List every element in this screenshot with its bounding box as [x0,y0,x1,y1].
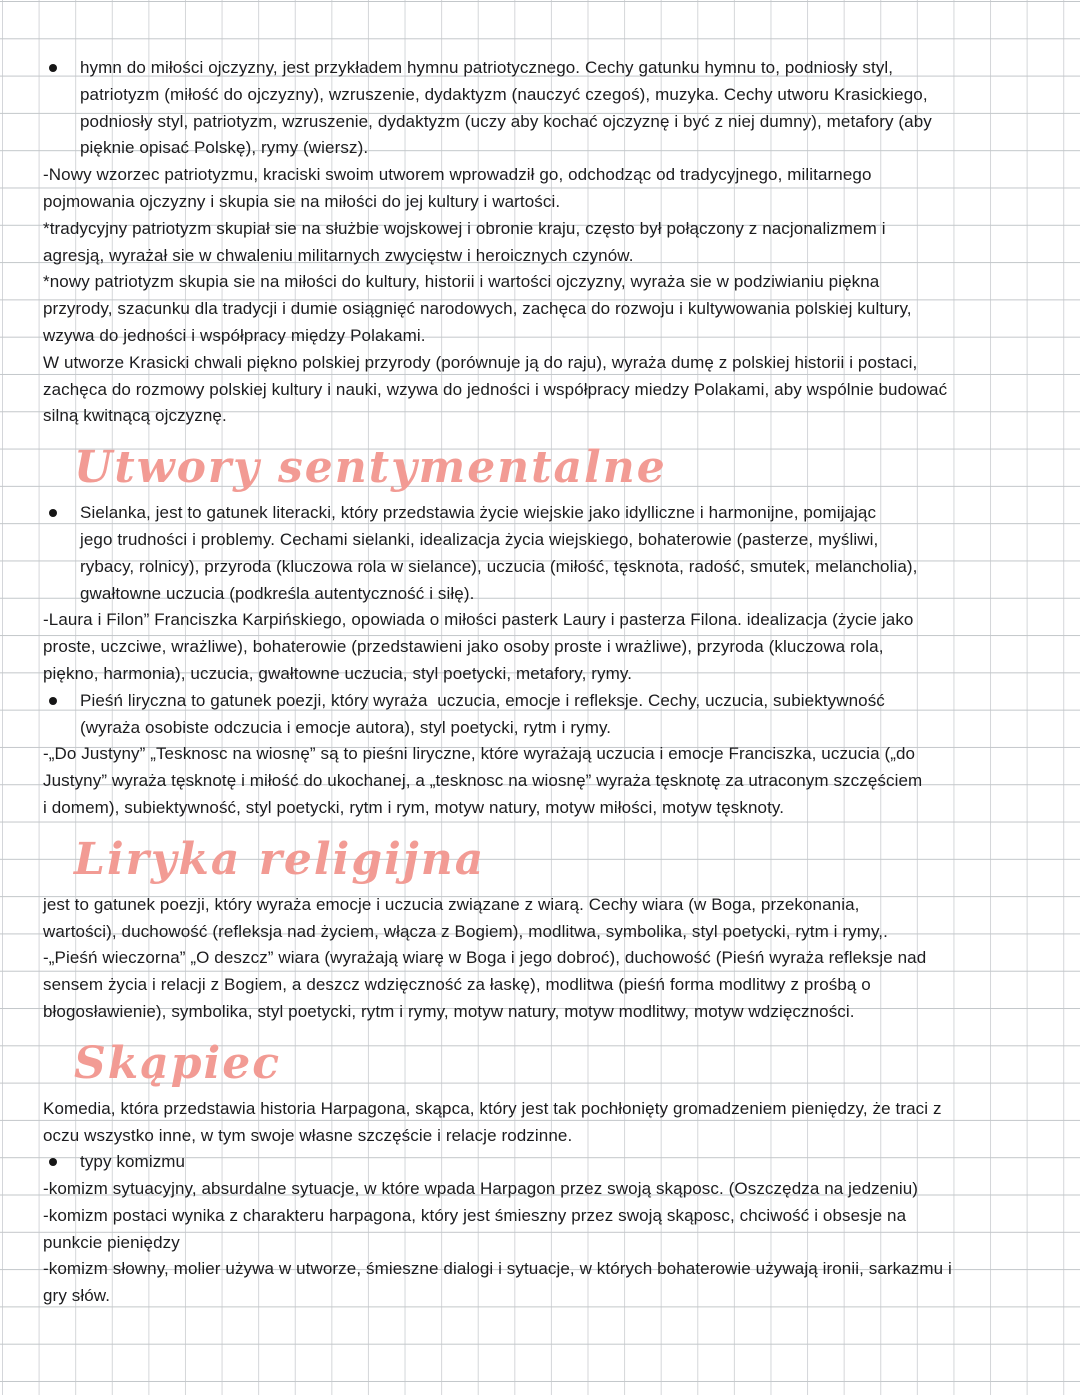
note-line: agresją, wyrażał sie w chwaleniu militarnych zwycięstw i heroicznych czynów. [43,245,634,265]
note-line: -komizm sytuacyjny, absurdalne sytuacje, w które wpada Harpagon przez swoją skąposc. (Oszczędza na jedzeniu) [43,1179,919,1199]
note-line: patriotyzm (miłość do ojczyzny), wzruszenie, dydaktyzm (nauczyć czegoś), muzyka. Cechy utworu Krasickiego, [80,84,928,104]
note-line: *tradycyjny patriotyzm skupiał sie na służbie wojskowej i obronie kraju, często był połączony z nacjonalizmem i [43,218,886,238]
bullet-dot-icon [49,697,57,705]
section-heading: Skąpiec [74,1037,282,1089]
section-body [0,1096,1080,1310]
note-line: jego trudności i problemy. Cechami sielanki, idealizacja życia wiejskiego, bohaterowie (pasterze, myśliwi, [80,529,879,549]
line-text: typy komizmu [80,1152,186,1172]
line-text: Sielanka, jest to gatunek literacki, który przedstawia życie wiejskie jako idylliczne i harmonijne, pomijając [80,503,877,523]
note-line: gwałtowne uczucia (podkreśla autentyczność i siłę). [80,583,475,603]
note-line: wzywa do jedności i współpracy między Polakami. [43,325,426,345]
bullet-line [0,688,1080,715]
section-hymn-patriotyczny [0,55,1080,430]
bullet-dot-icon [49,509,57,517]
note-line: -Laura i Filon” Franciszka Karpińskiego, opowiada o miłości pasterk Laury i pasterza Filona. idealizacja (życie jako [43,610,914,630]
note-line: -komizm postaci wynika z charakteru harpagona, który jest śmieszny przez swoją skąposc, chciwość i obsesje na [43,1205,907,1225]
note-line: Komedia, która przedstawia historia Harpagona, skąpca, który jest tak pochłonięty gromadzeniem pieniędzy, że traci z [43,1098,942,1118]
note-line: i domem), subiektywność, styl poetycki, rytm i rym, motyw natury, motyw miłości, motyw tęsknoty. [43,797,785,817]
bullet-line [0,1149,1080,1176]
line-text: hymn do miłości ojczyzny, jest przykładem hymnu patriotycznego. Cechy gatunku hymnu to, podniosły styl, [80,58,894,77]
section-heading: Liryka religijna [74,833,486,885]
note-line: sensem życia i relacji z Bogiem, a deszcz wdzięczność za łaskę), modlitwa (pieśń forma modlitwy z prośbą o [43,975,871,995]
note-line: -„Do Justyny” „Tesknosc na wiosnę” są to pieśni liryczne, które wyrażają uczucia i emocje Franciszka, uczucia („do [43,744,916,764]
note-line: błogosławienie), symbolika, styl poetycki, rytm i rymy, motyw natury, motyw modlitwy, motyw wdzięczności. [43,1001,855,1021]
note-line: silną kwitnącą ojczyznę. [43,406,227,426]
note-line: piękno, harmonia), uczucia, gwałtowne uczucia, styl poetycki, metafory, rymy. [43,663,633,683]
line-text: Pieśń liryczna to gatunek poezji, który wyraża uczucia, emocje i refleksje. Cechy, uczucia, subiektywność [80,690,885,710]
note-line: Justyny” wyraża tęsknotę i miłość do ukochanej, a „tesknosc na wiosnę” wyraża tęsknotę za utraconym szczęściem [43,771,923,791]
note-line: podniosły styl, patriotyzm, wzruszenie, dydaktyzm (uczy aby kochać ojczyznę i być z niej dumny), metafory (aby [80,111,932,131]
note-line: przyrody, szacunku dla tradycji i dumie osiągnięć narodowych, zachęca do rozwoju i kultywowania polskiej kultury, [43,299,912,319]
bullet-dot-icon [49,64,57,72]
note-line: -Nowy wzorzec patriotyzmu, kraciski swoim utworem wprowadził go, odchodząc od tradycyjnego, militarnego [43,165,872,185]
section-body [0,500,1080,822]
bullet-dot-icon [49,1158,57,1166]
note-line: punkcie pieniędzy [43,1232,180,1252]
section-utwory-sentymentalne [0,438,1080,822]
note-line: rybacy, rolnicy), przyroda (kluczowa rola w sielance), uczucia (miłość, tęsknota, radość, smutek, melancholia), [80,556,918,576]
section-skapiec [0,1034,1080,1310]
note-line: zachęca do rozmowy polskiej kultury i nauki, wzywa do jedności i współpracy miedzy Polakami, aby wspólnie budować [43,379,948,399]
note-line: oczu wszystko inne, w tym swoje własne szczęście i relacje rodzinne. [43,1125,573,1145]
note-line: wartości), duchowość (refleksja nad życiem, włącza z Bogiem), modlitwa, symbolika, styl poetycki, rytm i rymy,. [43,921,888,941]
note-line: W utworze Krasicki chwali piękno polskiej przyrody (porównuje ją do raju), wyraża dumę z polskiej historii i postaci, [43,352,918,372]
note-line: -komizm słowny, molier używa w utworze, śmieszne dialogi i sytuacje, w których bohaterowie używają ironii, sarkazmu i [43,1259,952,1279]
note-line: gry słów. [43,1286,111,1306]
note-line: (wyraża osobiste odczucia i emocje autora), styl poetycki, rytm i rymy. [80,717,612,737]
note-line: -„Pieśń wieczorna” „O deszcz” wiara (wyrażają wiarę w Boga i jego dobroć), duchowość (Pieśń wyraża refleksje nad [43,948,927,968]
note-line: pięknie opisać Polskę), rymy (wiersz). [80,138,369,158]
note-line: jest to gatunek poezji, który wyraża emocje i uczucia związane z wiarą. Cechy wiara (w Boga, przekonania, [43,894,860,914]
bullet-line [0,55,1080,82]
section-body [0,892,1080,1026]
note-line: *nowy patriotyzm skupia sie na miłości do kultury, historii i wartości ojczyzny, wyraża sie w podziwianiu piękna [43,272,880,292]
bullet-line [0,500,1080,527]
section-body [0,55,1080,430]
note-line: proste, uczciwe, wrażliwe), bohaterowie (przedstawieni jako osoby proste i wrażliwe), przyroda (kluczowa rola, [43,637,884,657]
section-heading: Utwory sentymentalne [74,442,667,494]
note-line: pojmowania ojczyzny i skupia sie na miłości do jej kultury i wartości. [43,191,561,211]
section-liryka-religijna [0,830,1080,1026]
